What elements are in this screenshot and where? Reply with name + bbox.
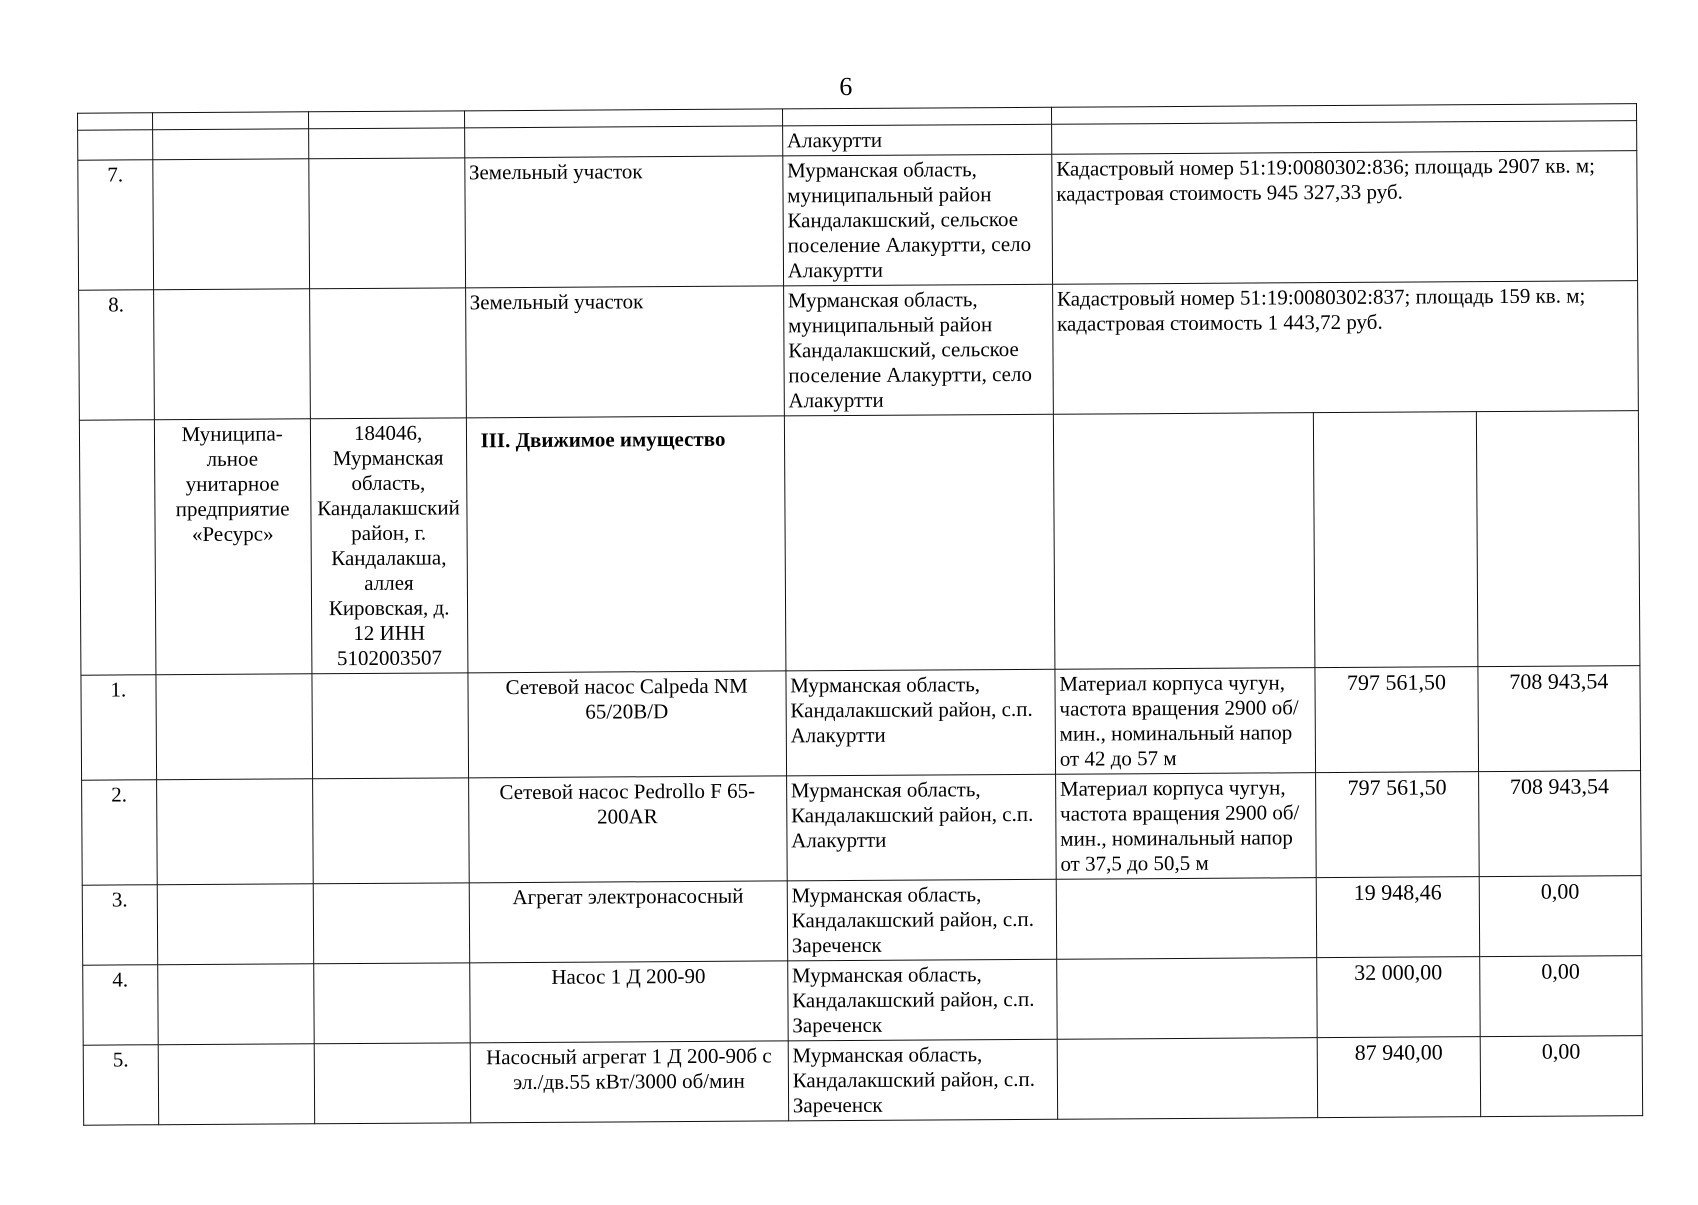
- property-description: Материал корпуса чугун, частота вращения 2900 об/мин., номинальный напор от 37,5 до 50,5 м: [1055, 773, 1316, 880]
- book-value: 87 940,00: [1318, 1037, 1481, 1118]
- property-address: Мурманская область, Кандалакшский район, с.п. Зареченск: [788, 1039, 1058, 1121]
- holder-name: Муниципа-льное унитарное предприятие «Ресурс»: [154, 419, 311, 675]
- empty-cell: [152, 129, 308, 160]
- empty-cell: [308, 128, 464, 159]
- empty-cell: [78, 113, 153, 130]
- empty-cell: [78, 130, 153, 160]
- property-description: Материал корпуса чугун, частота вращения 2900 об/мин., номинальный напор от 42 до 57 м: [1055, 668, 1316, 775]
- property-name: Агрегат электронасосный: [469, 881, 788, 963]
- empty-cell: [782, 107, 1051, 126]
- holder-address: 184046, Мурманская область, Кандалакшский район, г. Кандалакша, аллея Кировская, д. 12 ИНН 5102003507: [310, 418, 467, 674]
- residual-value: 0,00: [1479, 876, 1642, 957]
- property-description: [1056, 878, 1317, 960]
- empty-cell: [1314, 412, 1478, 668]
- empty-cell: [153, 159, 310, 290]
- residual-value: 0,00: [1480, 1036, 1643, 1117]
- table-row: [79, 281, 1639, 421]
- property-name: Сетевой насос Pedrollo F 65-200AR: [468, 776, 787, 883]
- empty-cell: [308, 111, 464, 129]
- row-number: 8.: [79, 290, 155, 420]
- empty-cell: [79, 420, 155, 675]
- empty-cell: [1053, 413, 1315, 670]
- table-row: [83, 1036, 1642, 1126]
- property-address: Мурманская область, Кандалакшский район, с.п. Алакуртти: [786, 669, 1056, 776]
- book-value: 19 948,46: [1317, 877, 1480, 958]
- property-description: Кадастровый номер 51:19:0080302:837; площадь 159 кв. м; кадастровая стоимость 1 443,72 руб.: [1052, 281, 1638, 415]
- empty-cell: [157, 964, 313, 1045]
- section-title: III. Движимое имущество: [480, 426, 726, 453]
- book-value: 797 561,50: [1315, 667, 1478, 773]
- row-number: 7.: [78, 160, 154, 290]
- property-description: [1057, 1038, 1318, 1120]
- section-title-cell: [466, 416, 786, 673]
- residual-value: 708 943,54: [1478, 666, 1641, 772]
- property-description: [1056, 958, 1317, 1040]
- property-address: Мурманская область, Кандалакшский район, с.п. Алакуртти: [786, 774, 1056, 881]
- row-number: 3.: [82, 885, 157, 965]
- address-continuation-cell: Алакуртти: [782, 124, 1051, 156]
- table-row: [78, 151, 1638, 291]
- property-register-table: [77, 103, 1643, 1126]
- residual-value: 708 943,54: [1478, 771, 1641, 877]
- property-name: Земельный участок: [465, 286, 784, 418]
- book-value: 797 561,50: [1316, 772, 1479, 878]
- property-description: Кадастровый номер 51:19:0080302:836; площадь 2907 кв. м; кадастровая стоимость 945 327,33 руб.: [1052, 151, 1638, 285]
- property-address: Мурманская область, муниципальный район Кандалакшский, сельское поселение Алакуртти, село Алакуртти: [783, 284, 1053, 416]
- property-address: Мурманская область, Кандалакшский район, с.п. Зареченск: [787, 879, 1057, 961]
- residual-value: 0,00: [1479, 956, 1642, 1037]
- empty-cell: [312, 778, 469, 884]
- row-number: 1.: [81, 675, 156, 780]
- table-row: [82, 771, 1642, 886]
- empty-cell: [464, 126, 782, 158]
- empty-cell: [156, 674, 313, 780]
- row-number: 4.: [83, 965, 158, 1045]
- page-number: 6: [839, 71, 853, 102]
- empty-cell: [157, 884, 313, 965]
- table-row: [82, 876, 1641, 966]
- empty-cell: [313, 883, 469, 964]
- property-name: Насосный агрегат 1 Д 200-90б с эл./дв.55 кВт/3000 об/мин: [470, 1041, 789, 1123]
- empty-cell: [1476, 411, 1640, 667]
- empty-cell: [308, 158, 465, 289]
- empty-cell: [314, 1043, 470, 1124]
- property-name: Сетевой насос Calpeda NM 65/20B/D: [467, 671, 786, 778]
- table-row: [81, 666, 1641, 781]
- empty-cell: [312, 673, 469, 779]
- empty-cell: [158, 1044, 314, 1125]
- empty-cell: [464, 109, 782, 128]
- empty-cell: [152, 112, 308, 130]
- empty-cell: [156, 779, 313, 885]
- property-name: Насос 1 Д 200-90: [469, 961, 788, 1043]
- row-number: 5.: [83, 1045, 158, 1125]
- row-number: 2.: [82, 780, 157, 885]
- empty-cell: [313, 963, 469, 1044]
- empty-cell: [1051, 121, 1636, 155]
- empty-cell: [309, 288, 466, 419]
- property-address: Мурманская область, муниципальный район Кандалакшский, сельское поселение Алакуртти, село Алакуртти: [783, 154, 1053, 286]
- empty-cell: [153, 289, 310, 420]
- empty-cell: [784, 414, 1055, 671]
- table-row: [79, 411, 1640, 676]
- book-value: 32 000,00: [1317, 957, 1480, 1038]
- property-address: Мурманская область, Кандалакшский район, с.п. Зареченск: [787, 959, 1057, 1041]
- table-row: [83, 956, 1642, 1046]
- property-name: Земельный участок: [464, 156, 783, 288]
